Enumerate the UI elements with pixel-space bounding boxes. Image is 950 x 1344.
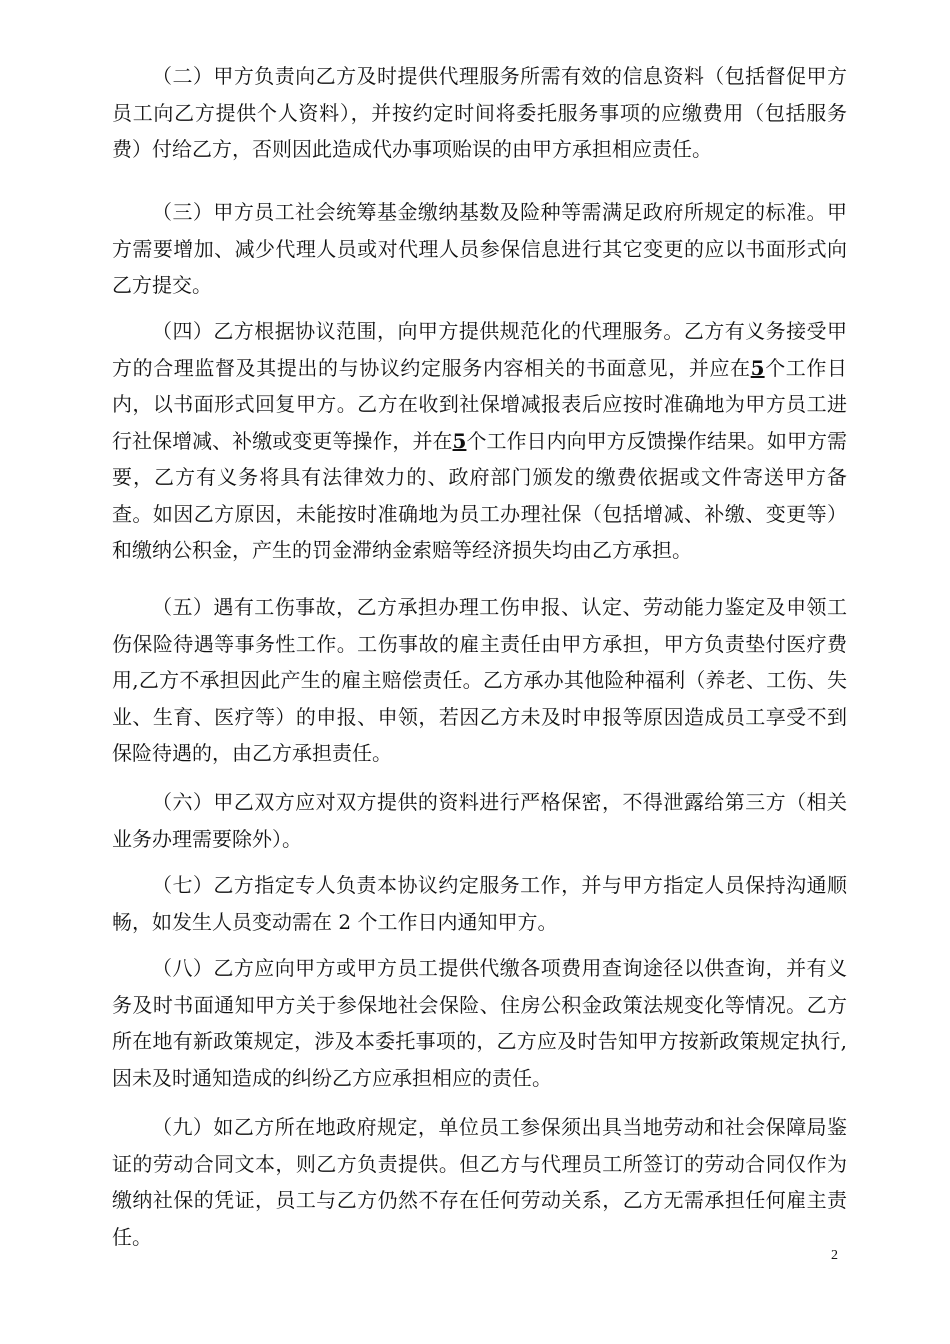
clause-3-paragraph: （三）甲方员工社会统筹基金缴纳基数及险种等需满足政府所规定的标准。甲方需要增加、减少代理人员或对代理人员参保信息进行其它变更的应以书面形式向乙方提交。: [112, 200, 847, 297]
clause-5-paragraph: （五）遇有工伤事故，乙方承担办理工伤申报、认定、劳动能力鉴定及申领工伤保险待遇等事务性工作。工伤事故的雇主责任由甲方承担，甲方负责垫付医疗费用,乙方不承担因此产生的雇主赔偿责任。乙方承办其他险种福利（养老、工伤、失业、生育、医疗等）的申报、申领，若因乙方未及时申报等原因造成员工享受不到保险待遇的，由乙方承担责任。: [112, 595, 847, 765]
clause-4-text-part3: 个工作日内向甲方反馈操作结果。如甲方需要，乙方有义务将具有法律效力的、政府部门颁发的缴费依据或文件寄送甲方备查。如因乙方原因，未能按时准确地为员工办理社保（包括增减、补缴、变更等）和缴纳公积金，产生的罚金滞纳金索赔等经济损失均由乙方承担。: [112, 428, 848, 562]
feedback-days-value: 5: [452, 428, 467, 453]
page-number: 2: [831, 1248, 838, 1263]
clause-6-paragraph: （六）甲乙双方应对双方提供的资料进行严格保密，不得泄露给第三方（相关业务办理需要除外）。: [112, 790, 847, 851]
clause-4-text-part1: （四）乙方根据协议范围，向甲方提供规范化的代理服务。乙方有义务接受甲方的合理监督及其提出的与协议约定服务内容相关的书面意见，并应在: [112, 319, 847, 380]
clause-2-paragraph: （二）甲方负责向乙方及时提供代理服务所需有效的信息资料（包括督促甲方员工向乙方提供个人资料），并按约定时间将委托服务事项的应缴费用（包括服务费）付给乙方，否则因此造成代办事项贻误的由甲方承担相应责任。: [112, 64, 847, 161]
clause-4-text-part2: 个工作日内，以书面形式回复甲方。乙方在收到社保增减报表后应按时准确地为甲方员工进行社保增减、补缴或变更等操作，并在: [112, 355, 848, 453]
clause-8-paragraph: （八）乙方应向甲方或甲方员工提供代缴各项费用查询途径以供查询，并有义务及时书面通知甲方关于参保地社会保险、住房公积金政策法规变化等情况。乙方所在地有新政策规定，涉及本委托事项的，乙方应及时告知甲方按新政策规定执行,因未及时通知造成的纠纷乙方应承担相应的责任。: [112, 956, 847, 1090]
clause-7-paragraph: （七）乙方指定专人负责本协议约定服务工作，并与甲方指定人员保持沟通顺畅，如发生人员变动需在 2 个工作日内通知甲方。: [112, 873, 847, 934]
clause-4-paragraph: [112, 313, 847, 569]
response-days-value: 5: [750, 355, 765, 380]
clause-9-paragraph: （九）如乙方所在地政府规定，单位员工参保须出具当地劳动和社会保障局鉴证的劳动合同文本，则乙方负责提供。但乙方与代理员工所签订的劳动合同仅作为缴纳社保的凭证，员工与乙方仍然不存在任何劳动关系，乙方无需承担任何雇主责任。: [112, 1115, 847, 1249]
